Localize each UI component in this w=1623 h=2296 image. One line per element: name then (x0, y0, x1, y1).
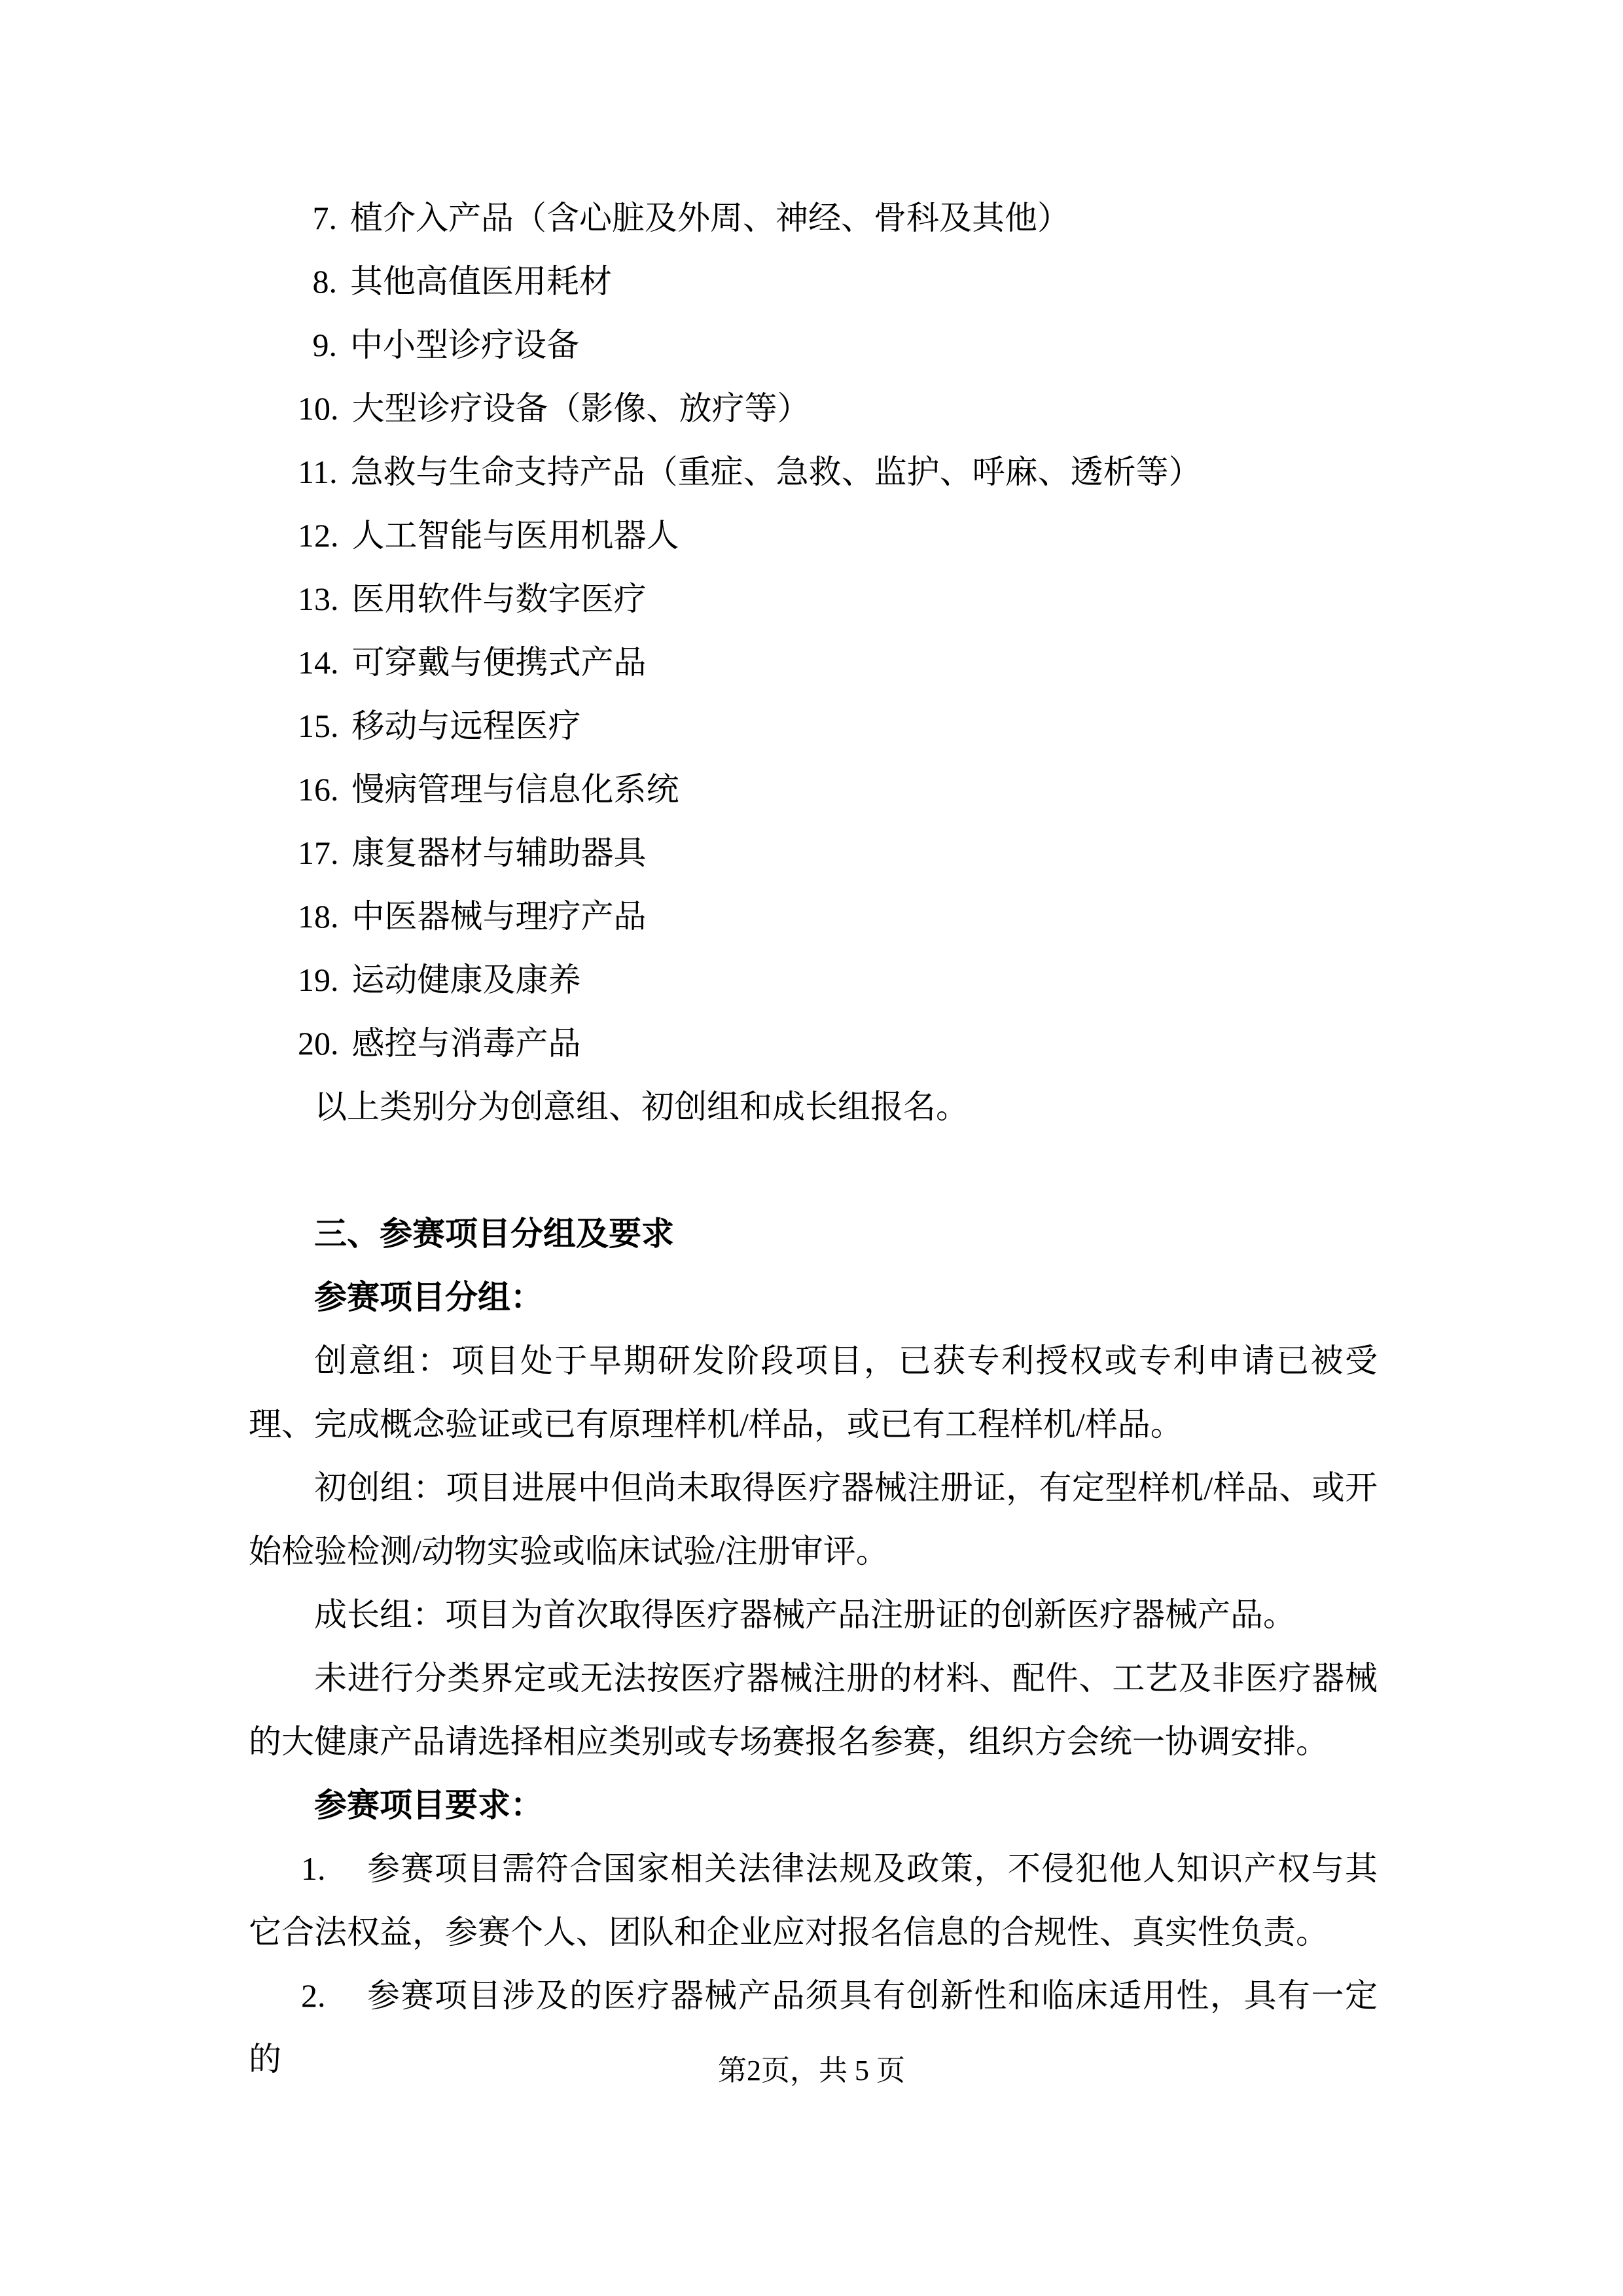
requirements-subheading: 参赛项目要求： (314, 1787, 543, 1823)
category-item-11 (298, 440, 1378, 504)
category-number: 8. (312, 263, 337, 300)
category-item-7 (298, 187, 1378, 250)
category-text: 运动健康及康养 (351, 961, 581, 998)
requirement-text: 参赛项目涉及的医疗器械产品须具有创新性和临床适用性，具有一定的 (249, 1977, 1378, 2077)
category-text: 医用软件与数字医疗 (351, 581, 647, 617)
category-number: 12. (298, 517, 339, 554)
category-text: 可穿戴与便携式产品 (351, 644, 647, 681)
category-text: 中医器械与理疗产品 (351, 898, 647, 935)
paragraph-startup-group: 初创组：项目进展中但尚未取得医疗器械注册证，有定型样机/样品、或开始检验检测/动物实验或临床试验/注册审评。 (249, 1469, 1378, 1570)
category-item-14 (298, 631, 1378, 694)
category-text: 植介入产品（含心脏及外周、神经、骨科及其他） (350, 200, 1070, 236)
page-footer: 第2页，共 5 页 (718, 2054, 905, 2087)
category-text: 人工智能与医用机器人 (351, 517, 679, 554)
category-item-12 (298, 504, 1378, 567)
category-text: 感控与消毒产品 (351, 1025, 581, 1062)
category-item-19 (298, 948, 1378, 1012)
category-number: 10. (298, 390, 339, 427)
grouping-subheading: 参赛项目分组： (314, 1279, 543, 1316)
category-number: 15. (298, 708, 339, 744)
paragraph-creative-group: 创意组：项目处于早期研发阶段项目，已获专利授权或专利申请已被受理、完成概念验证或已有原理样机/样品，或已有工程样机/样品。 (249, 1342, 1378, 1443)
category-text: 急救与生命支持产品（重症、急救、监护、呼麻、透析等） (350, 454, 1202, 490)
category-item-10 (298, 377, 1378, 440)
category-item-16 (298, 758, 1378, 821)
category-number: 17. (298, 834, 339, 871)
category-number: 7. (312, 200, 337, 236)
category-text: 康复器材与辅助器具 (351, 834, 647, 871)
requirement-item-1 (249, 1837, 1378, 1964)
category-number: 18. (298, 898, 339, 935)
category-text: 慢病管理与信息化系统 (351, 771, 679, 808)
category-text: 其他高值医用耗材 (350, 263, 612, 300)
category-number: 11. (298, 454, 338, 490)
category-number: 13. (298, 581, 339, 617)
category-item-13 (298, 567, 1378, 631)
category-number: 16. (298, 771, 339, 808)
category-number: 9. (312, 327, 337, 363)
requirement-text: 参赛项目需符合国家相关法律法规及政策，不侵犯他人知识产权与其它合法权益，参赛个人、团队和企业应对报名信息的合规性、真实性负责。 (249, 1850, 1378, 1950)
requirement-number: 1. (301, 1850, 326, 1887)
category-text: 大型诊疗设备（影像、放疗等） (351, 390, 810, 427)
category-item-8 (298, 250, 1378, 314)
category-item-17 (298, 821, 1378, 885)
paragraph-unclassified-products: 未进行分类界定或无法按医疗器械注册的材料、配件、工艺及非医疗器械的大健康产品请选择相应类别或专场赛报名参赛，组织方会统一协调安排。 (249, 1660, 1378, 1760)
category-item-15 (298, 694, 1378, 758)
category-text: 中小型诊疗设备 (350, 327, 579, 363)
category-number: 14. (298, 644, 339, 681)
closing-line: 以上类别分为创意组、初创组和成长组报名。 (314, 1088, 969, 1125)
section-heading: 三、参赛项目分组及要求 (314, 1215, 674, 1252)
paragraph-growth-group: 成长组：项目为首次取得医疗器械产品注册证的创新医疗器械产品。 (314, 1596, 1296, 1633)
document-content (249, 187, 1378, 2091)
category-number: 20. (298, 1025, 339, 1062)
category-item-9 (298, 314, 1378, 377)
category-number: 19. (298, 961, 339, 998)
category-text: 移动与远程医疗 (351, 708, 581, 744)
category-item-20 (298, 1012, 1378, 1075)
requirement-number: 2. (301, 1977, 326, 2014)
category-item-18 (298, 885, 1378, 948)
